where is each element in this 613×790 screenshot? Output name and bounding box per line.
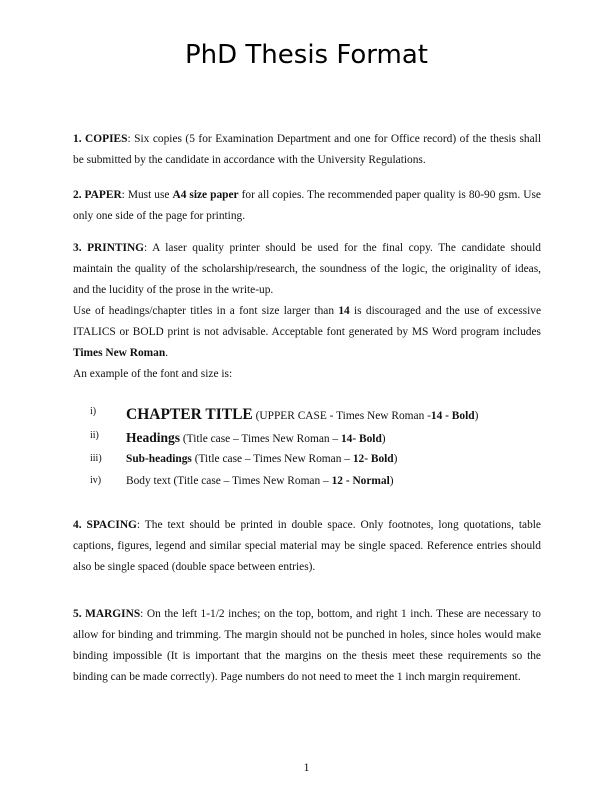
list-item-number: iv) bbox=[90, 475, 102, 486]
list-item-desc: (Title case – Times New Roman – bbox=[170, 475, 332, 487]
list-item-label: CHAPTER TITLE bbox=[126, 406, 253, 423]
section-paper bbox=[73, 185, 541, 227]
list-item-desc-end: ) bbox=[389, 475, 394, 487]
list-item-label: Sub-headings bbox=[126, 453, 192, 465]
printing-paragraph-2 bbox=[73, 301, 541, 364]
section-spacing bbox=[73, 515, 541, 578]
section-text-printing-2b: is discouraged and the use of excessive ITALICS or BOLD print is not advisable. Acceptable font generated by MS Word program includes bbox=[73, 305, 542, 338]
section-text-paper-a: : Must use bbox=[121, 189, 173, 201]
section-heading-spacing: 4. SPACING bbox=[73, 519, 137, 531]
page-title: PhD Thesis Format bbox=[184, 40, 428, 70]
list-item-desc-end: ) bbox=[474, 410, 479, 422]
printing-paragraph-3: An example of the font and size is: bbox=[73, 368, 233, 380]
page-number: 1 bbox=[303, 760, 310, 774]
font-size-emphasis: 14 bbox=[338, 305, 350, 317]
list-item-spec: 14- Bold bbox=[340, 433, 382, 445]
section-copies bbox=[73, 129, 541, 171]
list-item-desc: (Title case – Times New Roman – bbox=[180, 433, 341, 445]
section-heading-paper: 2. PAPER bbox=[73, 189, 122, 201]
section-margins bbox=[73, 604, 541, 688]
list-item-label: Headings bbox=[126, 430, 181, 445]
list-item-spec: 12- Bold bbox=[352, 453, 394, 465]
printing-paragraph-1 bbox=[73, 238, 541, 301]
section-text-copies: : Six copies (5 for Examination Department and one for Office record) of the thesis shall be submitted by the candidate in accordance with the University Regulations. bbox=[73, 133, 541, 166]
list-item-spec: 14 - Bold bbox=[430, 410, 475, 422]
section-text-paper-b: for all copies. The recommended paper quality is 80-90 gsm. Use only one side of the page for printing. bbox=[73, 189, 541, 222]
list-item-label: Body text bbox=[126, 475, 171, 487]
list-item-number: i) bbox=[90, 406, 97, 417]
list-item-desc: (UPPER CASE - Times New Roman - bbox=[252, 410, 431, 422]
font-name-emphasis: Times New Roman bbox=[73, 347, 166, 359]
list-item-desc: (Title case – Times New Roman – bbox=[191, 453, 353, 465]
list-item-spec: 12 - Normal bbox=[331, 475, 390, 487]
list-item-content bbox=[126, 406, 478, 424]
section-text-margins: : On the left 1-1/2 inches; on the top, bottom, and right 1 inch. These are necessary to allow for binding and trimming. The margin should not be punched in holes, since holes would make binding impossible (It is important that the margins on the thesis meet these requirements so the binding can be made correctly). Page numbers do not need to meet the 1 inch margin requirement. bbox=[73, 608, 541, 683]
paper-size-emphasis: A4 size paper bbox=[172, 189, 239, 201]
section-heading-margins: 5. MARGINS bbox=[73, 608, 141, 620]
section-heading-printing: 3. PRINTING bbox=[73, 242, 145, 254]
section-printing bbox=[73, 238, 541, 385]
list-item-content bbox=[126, 430, 386, 446]
section-heading-copies: 1. COPIES bbox=[73, 133, 128, 145]
section-text-printing-2a: Use of headings/chapter titles in a font size larger than bbox=[73, 305, 339, 317]
section-text-spacing: : The text should be printed in double space. Only footnotes, long quotations, table captions, figures, legend and similar special material may be single spaced. Reference entries should also be single spaced (double space between entries). bbox=[73, 519, 541, 573]
list-item-content bbox=[126, 453, 397, 465]
list-item-number: ii) bbox=[90, 430, 99, 441]
section-text-printing-1: : A laser quality printer should be used for the final copy. The candidate should maintain the quality of the scholarship/research, the soundness of the logic, the originality of ideas, and the lucidity of the prose in the write-up. bbox=[73, 242, 541, 296]
list-item-number: iii) bbox=[90, 453, 102, 464]
section-text-printing-2c: . bbox=[165, 347, 169, 359]
list-item-desc-end: ) bbox=[393, 453, 398, 465]
list-item-content bbox=[126, 475, 394, 487]
list-item-desc-end: ) bbox=[381, 433, 386, 445]
